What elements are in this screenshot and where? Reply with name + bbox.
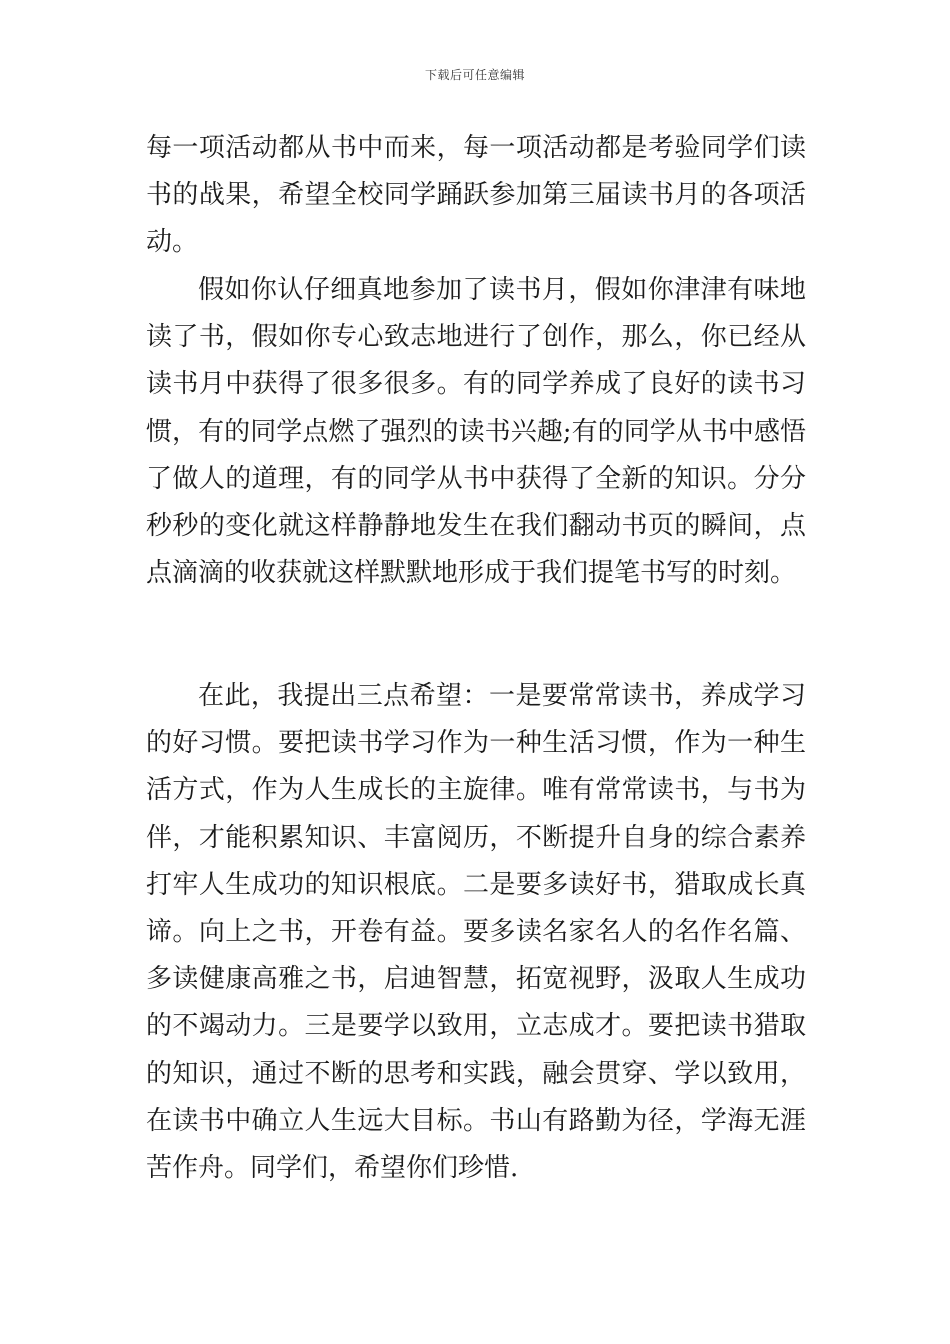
paragraph-3 — [146, 673, 806, 1192]
text-line: 多读健康高雅之书，启迪智慧，拓宽视野，汲取人生成功 — [146, 964, 806, 995]
text-line: 了做人的道理，有的同学从书中获得了全新的知识。分分 — [146, 463, 806, 494]
paragraph-1 — [146, 125, 806, 267]
text-line: 在读书中确立人生远大目标。书山有路勤为径，学海无涯 — [146, 1105, 806, 1136]
text-line: 伴，才能积累知识、丰富阅历，不断提升自身的综合素养 — [146, 822, 806, 853]
text-line: 秒秒的变化就这样静静地发生在我们翻动书页的瞬间，点 — [146, 510, 806, 541]
text-line: 的不竭动力。三是要学以致用，立志成才。要把读书猎取 — [146, 1011, 806, 1042]
text-line: 点滴滴的收获就这样默默地形成于我们提笔书写的时刻。 — [146, 558, 797, 589]
text-line: 谛。向上之书，开卷有益。要多读名家名人的名作名篇、 — [146, 916, 806, 947]
text-line: 的知识，通过不断的思考和实践，融会贯穿、学以致用， — [146, 1058, 806, 1089]
text-line: 读了书，假如你专心致志地进行了创作，那么，你已经从 — [146, 322, 806, 353]
text-line: 假如你认仔细真地参加了读书月，假如你津津有味地 — [198, 275, 806, 305]
text-line: 打牢人生成功的知识根底。二是要多读好书，猎取成长真 — [146, 869, 806, 900]
paragraph-2 — [146, 267, 806, 597]
text-line: 惯，有的同学点燃了强烈的读书兴趣;有的同学从书中感悟 — [146, 416, 806, 447]
text-line: 活方式，作为人生成长的主旋律。唯有常常读书，与书为 — [146, 775, 806, 806]
page-header-note: 下载后可任意编辑 — [424, 68, 525, 82]
text-line: 苦作舟。同学们，希望你们珍惜. — [146, 1152, 519, 1183]
text-line: 动。 — [146, 227, 199, 258]
text-line: 在此，我提出三点希望：一是要常常读书，养成学习 — [198, 681, 806, 711]
text-line: 每一项活动都从书中而来，每一项活动都是考验同学们读 — [146, 133, 806, 163]
text-line: 书的战果，希望全校同学踊跃参加第三届读书月的各项活 — [146, 180, 806, 211]
text-line: 的好习惯。要把读书学习作为一种生活习惯，作为一种生 — [146, 728, 806, 759]
text-line: 读书月中获得了很多很多。有的同学养成了良好的读书习 — [146, 369, 806, 400]
